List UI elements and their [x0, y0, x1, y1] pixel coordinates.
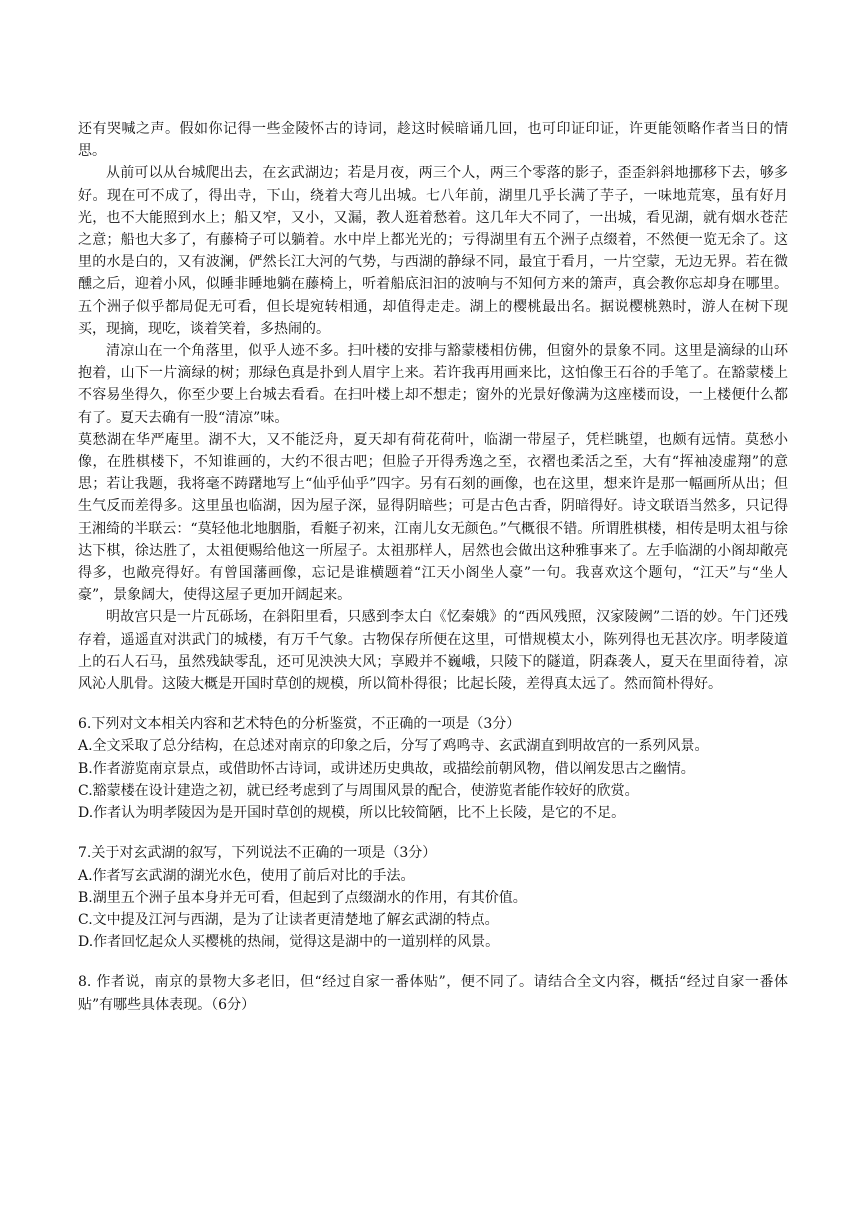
question-6-option-d: D.作者认为明孝陵因为是开国时草创的规模，所以比较简陋，比不上长陵，是它的不足。 [78, 805, 626, 822]
paragraph-5: 明故宫只是一片瓦砾场，在斜阳里看，只感到李太白《忆秦娥》的“西风残照，汉家陵阙”二语的妙。午门还残存着，遥遥直对洪武门的城楼，有万千气象。古物保存所便在这里，可惜规模太小，陈列得也无甚次序。明孝陵道上的石人石马，虽然残缺零乱，还可见泱泱大风；享殿并不巍峨，只陵下的隧道，阴森袭人，夏天在里面待着，凉风沁人肌骨。这陵大概是开国时草创的规模，所以简朴得很；比起长陵，差得真太远了。然而简朴得好。 [78, 609, 788, 693]
question-7-option-b: B.湖里五个洲子虽本身并无可看，但起到了点缀湖水的作用，有其价值。 [78, 889, 527, 906]
question-7 [78, 842, 788, 953]
question-8-title: 8. 作者说，南京的景物大多老旧，但“经过自家一番体贴”，便不同了。请结合全文内容，概括“经过自家一番体贴”有哪些具体表现。（6分） [78, 974, 788, 1013]
passage [78, 118, 788, 695]
question-6-option-a: A.全文采取了总分结构，在总述对南京的印象之后，分写了鸡鸣寺、玄武湖直到明故宫的一系列风景。 [78, 738, 709, 755]
paragraph-3: 清凉山在一个角落里，似乎人迹不多。扫叶楼的安排与豁蒙楼相仿佛，但窗外的景象不同。这里是滴绿的山环抱着，山下一片滴绿的树；那绿色真是扑到人眉宇上来。若许我再用画来比，这怕像王石谷的手笔了。在豁蒙楼上不容易坐得久，你至少要上台城去看看。在扫叶楼上却不想走；窗外的光景好像满为这座楼而设，一上楼便什么都有了。夏天去确有一股“清凉”味。 [78, 343, 788, 426]
question-7-option-c: C.文中提及江河与西湖，是为了让读者更清楚地了解玄武湖的特点。 [78, 911, 499, 928]
question-7-option-d: D.作者回忆起众人买樱桃的热闹，觉得这是湖中的一道别样的风景。 [78, 934, 500, 951]
question-6-title: 6.下列对文本相关内容和艺术特色的分析鉴赏，不正确的一项是（3分） [78, 716, 521, 733]
question-7-option-a: A.作者写玄武湖的湖光水色，使用了前后对比的手法。 [78, 867, 415, 884]
question-6-option-c: C.豁蒙楼在设计建造之初，就已经考虑到了与周围风景的配合，使游览者能作较好的欣赏。 [78, 782, 639, 799]
question-6-option-b: B.作者游览南京景点，或借助怀古诗词，或讲述历史典故，或描绘前朝风物，借以阐发思古之幽情。 [78, 760, 695, 777]
paragraph-4: 莫愁湖在华严庵里。湖不大，又不能泛舟，夏天却有荷花荷叶，临湖一带屋子，凭栏眺望，也颇有远情。莫愁小像，在胜棋楼下，不知谁画的，大约不很古吧；但脸子开得秀逸之至，衣褶也柔活之至，大有“挥袖凌虚翔”的意思；若让我题，我将毫不踌躇地写上“仙乎仙乎”四字。另有石刻的画像，也在这里，想来许是那一幅画所从出；但生气反而差得多。这里虽也临湖，因为屋子深，显得阴暗些；可是古色古香，阴暗得好。诗文联语当然多，只记得王湘绮的半联云：“莫轻他北地胭脂，看艇子初来，江南儿女无颜色。”气概很不错。所谓胜棋楼，相传是明太祖与徐达下棋，徐达胜了，太祖便赐给他这一所屋子。太祖那样人，居然也会做出这种雅事来了。左手临湖的小阁却敞亮得多，也敞亮得好。有曾国藩画像，忘记是谁横题着“江天小阁坐人豪”一句。我喜欢这个题句，“江天”与“坐人豪”，景象阔大，使得这屋子更加开阔起来。 [78, 431, 788, 604]
paragraph-1: 还有哭喊之声。假如你记得一些金陵怀古的诗词，趁这时候暗诵几回，也可印证印证，许更能领略作者当日的情思。 [78, 121, 788, 160]
question-8 [78, 971, 788, 1015]
question-7-title: 7.关于对玄武湖的叙写，下列说法不正确的一项是（3分） [78, 845, 437, 862]
question-6 [78, 713, 788, 824]
paragraph-2: 从前可以从台城爬出去，在玄武湖边；若是月夜，两三个人，两三个零落的影子，歪歪斜斜地挪移下去，够多好。现在可不成了，得出寺，下山，绕着大弯儿出城。七八年前，湖里几乎长满了芋子，一味地荒寒，虽有好月光，也不大能照到水上；船又窄，又小，又漏，教人逛着愁着。这几年大不同了，一出城，看见湖，就有烟水苍茫之意；船也大多了，有藤椅子可以躺着。水中岸上都光光的；亏得湖里有五个洲子点缀着，不然便一览无余了。这里的水是白的，又有波澜，俨然长江大河的气势，与西湖的静绿不同，最宜于看月，一片空蒙，无边无界。若在微醺之后，迎着小风，似睡非睡地躺在藤椅上，听着船底汩汩的波响与不知何方来的箫声，真会教你忘却身在哪里。五个洲子似乎都局促无可看，但长堤宛转相通，却值得走走。湖上的樱桃最出名。据说樱桃熟时，游人在树下现买，现摘，现吃，谈着笑着，多热闹的。 [78, 165, 788, 337]
